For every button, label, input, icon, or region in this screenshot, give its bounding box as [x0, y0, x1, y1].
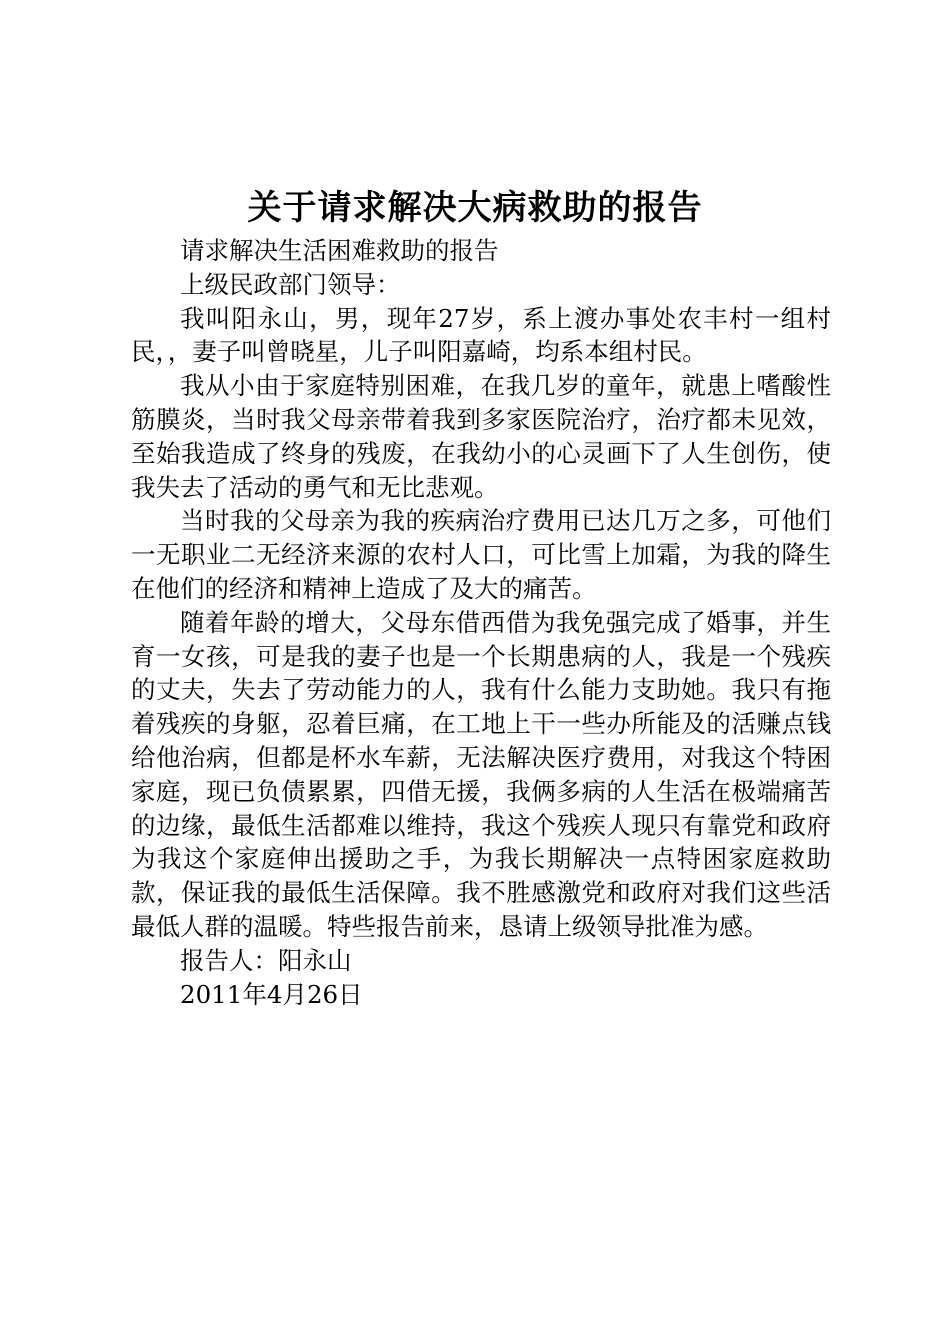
body-paragraph: 我从小由于家庭特别困难，在我几岁的童年，就患上嗜酸性筋膜炎，当时我父母亲带着我到多家医院治疗，治疗都未见效，至始我造成了终身的残废，在我幼小的心灵画下了人生创伤，使我失去了活动的勇气和无比悲观。 — [131, 371, 831, 502]
subtitle-paragraph: 请求解决生活困难救助的报告 — [180, 236, 499, 265]
salutation-paragraph: 上级民政部门领导： — [180, 269, 401, 299]
body-paragraph: 随着年龄的增大，父母东借西借为我免强完成了婚事，并生育一女孩，可是我的妻子也是一个长期患病的人，我是一个残疾的丈夫，失去了劳动能力的人，我有什么能力支助她。我只有拖着残疾的身躯，忍着巨痛，在工地上干一些办所能及的活赚点钱给他治病，但都是杯水车薪，无法解决医疗费用，对我这个特困家庭，现已负债累累，四借无援，我俩多病的人生活在极端痛苦的边缘，最低生活都难以维持，我这个残疾人现只有靠党和政府为我这个家庭伸出援助之手，为我长期解决一点特困家庭救助款，保证我的最低生活保障。我不胜感激党和政府对我们这些活最低人群的温暖。特些报告前来，恳请上级领导批准为感。 — [131, 607, 831, 941]
body-paragraph: 我叫阳永山，男，现年27岁，系上渡办事处农丰村一组村民，，妻子叫曾晓星，儿子叫阳嘉崎，均系本组村民。 — [131, 303, 831, 367]
signature-line: 报告人：阳永山 — [180, 945, 352, 975]
body-paragraph: 当时我的父母亲为我的疾病治疗费用已达几万之多，可他们一无职业二无经济来源的农村人口，可比雪上加霜，为我的降生在他们的经济和精神上造成了及大的痛苦。 — [131, 506, 831, 603]
date-line: 2011年4月26日 — [180, 979, 363, 1009]
document-body — [131, 234, 831, 1011]
document-title: 关于请求解决大病救助的报告 — [247, 188, 703, 228]
